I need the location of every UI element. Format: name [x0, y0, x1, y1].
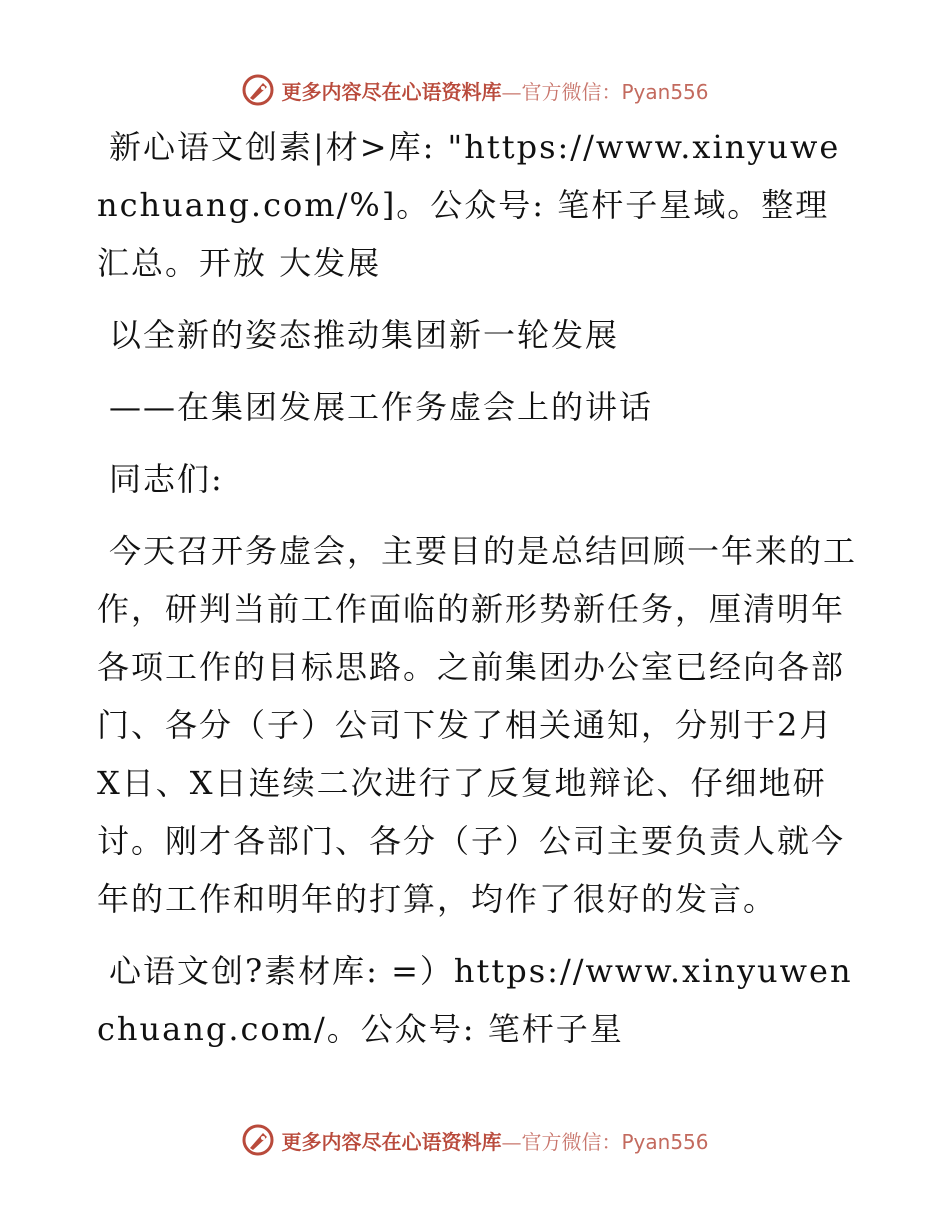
source-note-bottom: 心语文创?素材库: =）https://www.xinyuwenchuang.com/。公众号: 笔杆子星	[97, 952, 853, 1048]
watermark-text	[281, 1126, 708, 1155]
source-note-top: 新心语文创素|材>库: "https://www.xinyuwenchuang.com/%]。公众号: 笔杆子星域。整理汇总。开放 大发展	[97, 128, 841, 282]
watermark-id: Pyan556	[621, 1129, 709, 1154]
document-body	[97, 118, 857, 1058]
watermark-text	[281, 76, 708, 105]
header-watermark	[0, 70, 950, 110]
watermark-main: 更多内容尽在心语资料库	[281, 1129, 502, 1154]
speech-subtitle: ——在集团发展工作务虚会上的讲话	[109, 388, 654, 426]
salutation: 同志们:	[109, 460, 224, 498]
watermark-rest: —官方微信：	[501, 1129, 622, 1154]
watermark-main: 更多内容尽在心语资料库	[281, 79, 502, 104]
body-paragraph: 今天召开务虚会，主要目的是总结回顾一年来的工作，研判当前工作面临的新形势新任务，厘清明年各项工作的目标思路。之前集团办公室已经向各部门、各分（子）公司下发了相关通知，分别于2月X日、X日连续二次进行了反复地辩论、仔细地研讨。刚才各部门、各分（子）公司主要负责人就今年的工作和明年的打算，均作了很好的发言。	[97, 532, 858, 918]
watermark-id: Pyan556	[621, 79, 709, 104]
watermark-rest: —官方微信：	[501, 79, 622, 104]
pen-nib-icon	[241, 1123, 275, 1157]
pen-nib-icon	[241, 73, 275, 107]
speech-title: 以全新的姿态推动集团新一轮发展	[109, 316, 620, 354]
footer-watermark	[0, 1120, 950, 1160]
